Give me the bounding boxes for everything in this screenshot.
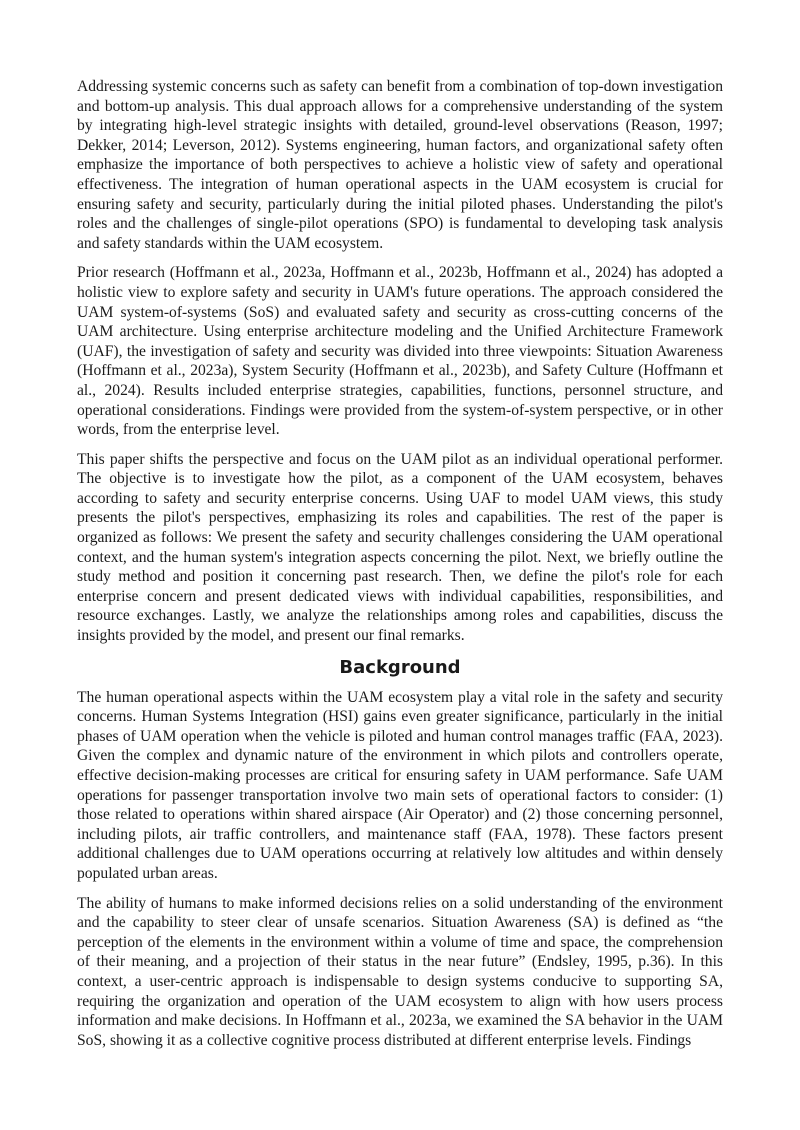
section-heading-background: Background bbox=[339, 656, 461, 678]
intro-paragraph-1: Addressing systemic concerns such as safety can benefit from a combination of top-down investigation and bottom-up analysis. This dual approach allows for a comprehensive understanding of the system by integrating high-level strategic insights with detailed, ground-level observations (Reason, 1997; Dekker, 2014; Leverson, 2012). Systems engineering, human factors, and organizational safety often emphasize the importance of both perspectives to achieve a holistic view of safety and operational effectiveness. The integration of human operational aspects in the UAM ecosystem is crucial for ensuring safety and security, particularly during the initial piloted phases. Understanding the pilot's roles and the challenges of single-pilot operations (SPO) is fundamental to developing task analysis and safety standards within the UAM ecosystem. bbox=[77, 78, 723, 252]
intro-paragraph-2: Prior research (Hoffmann et al., 2023a, Hoffmann et al., 2023b, Hoffmann et al., 2024) has adopted a holistic view to explore safety and security in UAM's future operations. The approach considered the UAM system-of-systems (SoS) and evaluated safety and security as cross-cutting concerns of the UAM architecture. Using enterprise architecture modeling and the Unified Architecture Framework (UAF), the investigation of safety and security was divided into three viewpoints: Situation Awareness (Hoffmann et al., 2023a), System Security (Hoffmann et al., 2023b), and Safety Culture (Hoffmann et al., 2024). Results included enterprise strategies, capabilities, functions, personnel structure, and operational considerations. Findings were provided from the system-of-system perspective, or in other words, from the enterprise level. bbox=[77, 264, 723, 439]
document-page bbox=[77, 77, 723, 1060]
background-paragraph-1: The human operational aspects within the UAM ecosystem play a vital role in the safety and security concerns. Human Systems Integration (HSI) gains even greater significance, particularly in the initial phases of UAM operation when the vehicle is piloted and human control manages traffic (FAA, 2023). Given the complex and dynamic nature of the environment in which pilots and controllers operate, effective decision-making processes are critical for ensuring safety in UAM performance. Safe UAM operations for passenger transportation involve two main sets of operational factors to consider: (1) those related to operations within shared airspace (Air Operator) and (2) those concerning personnel, including pilots, air traffic controllers, and maintenance staff (FAA, 1978). These factors present additional challenges due to UAM operations occurring at relatively low altitudes and within densely populated urban areas. bbox=[77, 688, 723, 882]
intro-paragraph-3: This paper shifts the perspective and focus on the UAM pilot as an individual operational performer. The objective is to investigate how the pilot, as a component of the UAM ecosystem, behaves according to safety and security enterprise concerns. Using UAF to model UAM views, this study presents the pilot's perspectives, emphasizing its roles and capabilities. The rest of the paper is organized as follows: We present the safety and security challenges considering the UAM operational context, and the human system's integration aspects concerning the pilot. Next, we briefly outline the study method and position it concerning past research. Then, we define the pilot's role for each enterprise concern and present dedicated views with individual capabilities, responsibilities, and resource exchanges. Lastly, we analyze the relationships among roles and capabilities, discuss the insights provided by the model, and present our final remarks. bbox=[77, 450, 723, 645]
background-paragraph-2: The ability of humans to make informed decisions relies on a solid understanding of the environment and the capability to steer clear of unsafe scenarios. Situation Awareness (SA) is defined as “the perception of the elements in the environment within a volume of time and space, the comprehension of their meaning, and a projection of their status in the near future” (Endsley, 1995, p.36). In this context, a user-centric approach is indispensable to design systems conducive to supporting SA, requiring the organization and operation of the UAM ecosystem to align with how users process information and make decisions. In Hoffmann et al., 2023a, we examined the SA behavior in the UAM SoS, showing it as a collective cognitive process distributed at different enterprise levels. Findings bbox=[77, 894, 723, 1049]
